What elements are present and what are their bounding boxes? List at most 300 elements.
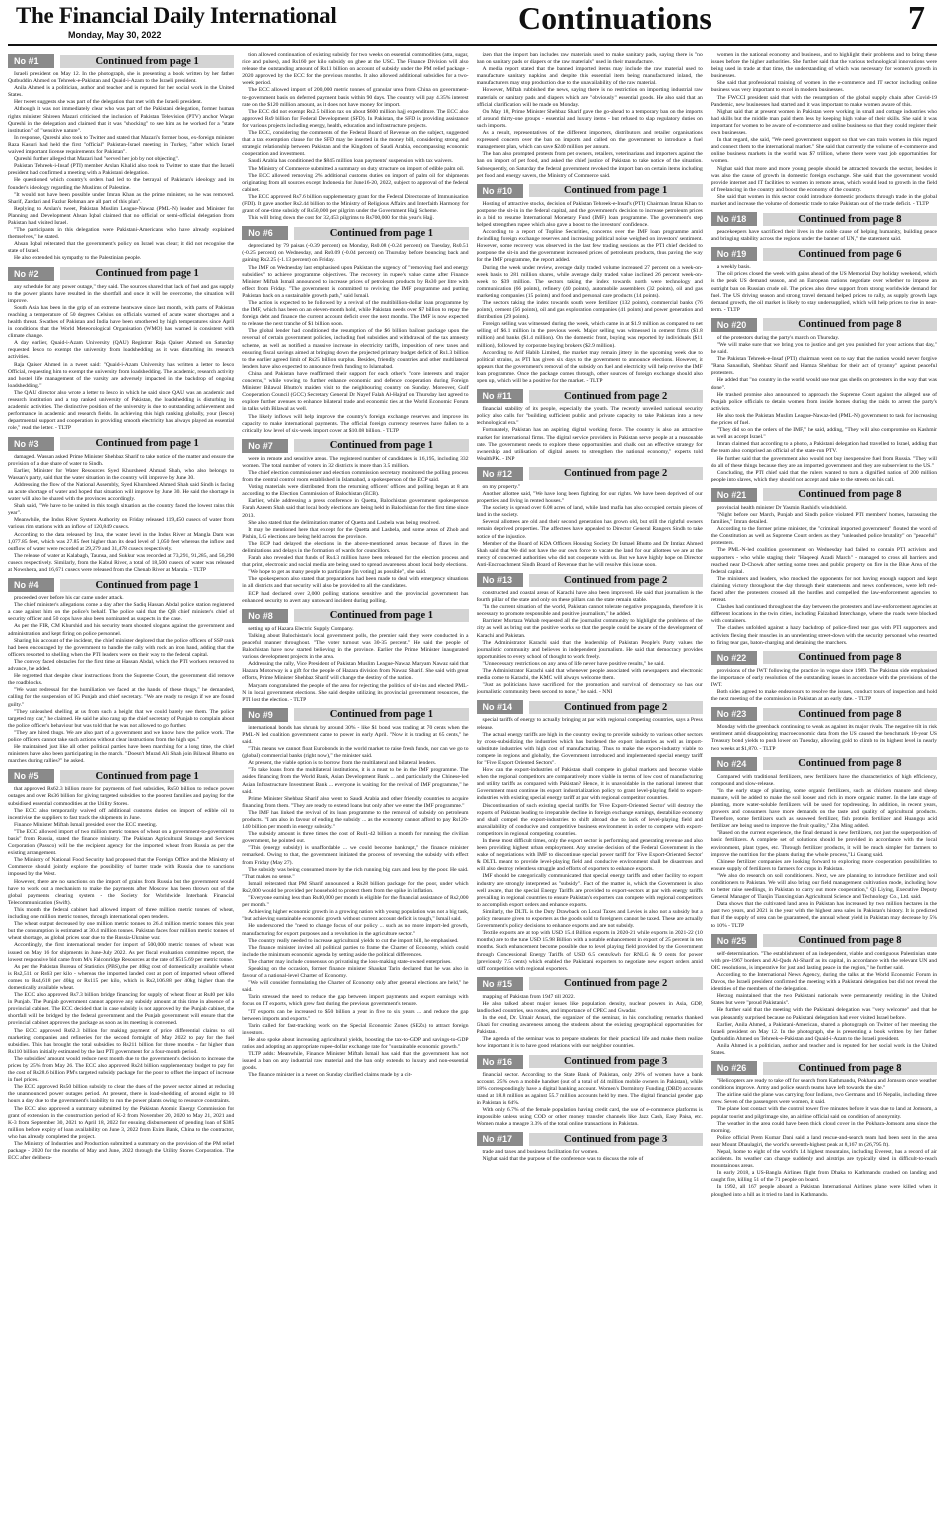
paragraph: Anila Ahmed is a politician, author and teacher and is reputed for her social work in the United States. <box>8 85 235 99</box>
paragraph: Police official Prem Kumar Dani said a land rescue-and-search team had been sent in the area near Mount Dhaulagiri, the world's seventh-highest peak at 8,167 m (26,795 ft). <box>710 1134 937 1148</box>
continued-from-label: Continued from page 8 <box>763 213 937 226</box>
paragraph: depreciated by 79 paisas (-0.39 percent) on Monday, Rs0.08 (-0.24 percent) on Tuesday, Rs0.51 (-0.25 percent) on Wednesday, and Rs0.09 (-0.04 percent) on Thursday before bouncing back and gaining Rs2.25 (-1.13 percent) on Friday. <box>242 243 469 264</box>
paragraph: South Asia has been in the grip of an extreme heatwave since last month, with parts of Pakistan reaching a temperature of 50 degrees Celsius on officials warned of acute water shortages and a health threat. Swathes of Pakistan and India have been smothered by high temperatures since April in conditions that the World Meteorological Organisation (WMO) has warned is consistent with climate change. <box>8 304 235 340</box>
story-body <box>242 52 468 222</box>
paragraph: Foreign selling was witnessed during the week, which came in at $1.9 million as compared to net selling of $6.1 million in the previous week. Major selling was witnessed in cement firms ($1.8 million) and banks ($1.4 million). On the domestic front, buying was reported by individuals ($11 million), followed by corporate buying brokers ($2.9 million). <box>476 321 703 349</box>
page-number: 7 <box>908 0 925 37</box>
paragraph: Nepal, home to eight of the world's 14 highest mountains, including Everest, has a record of air accidents. Its weather can change suddenly and airstrips are typically sited in difficult-to-reach mountainous areas. <box>710 1149 937 1170</box>
paragraph: financial stability of its people, especially the youth. The recently unveiled national security policy also calls for "building sufficient public and private capacity to take Pakistan into a new technological era." <box>476 406 703 427</box>
paragraph: provisions of the IWT following the practice in vogue since 1989. The Pakistan side emphasised the importance of early resolution of the outstanding issues in accordance with the provisions of the IWT. <box>710 667 937 688</box>
paragraph: constructed and coastal areas of Karachi have also been improved. He said that journalism is the fourth pillar of the state and only on these pillars can the state remain stable. <box>476 590 703 604</box>
paragraph: The spokesperson also stated that preparations had been made to deal with emergency situations in all districts and that security will also be provided to all the candidates. <box>242 576 469 590</box>
paragraph: "Based on the current experience, the final demand is new fertilizers, not just the superposition of basic fertilizers. A complete set of solutions should be provided in accordance with the local environment, plant types, etc. Through fertilizer products, it will be much simpler for farmers to improve the nutrition for the plants during the whole process,"Li Guang said. <box>710 830 937 858</box>
paragraph: The clashes unfolded against a hazy backdrop of police-fired tear gas with PTI supporters and activists flexing their muscles in an unrelenting street-down with the security personnel who resorted to firing tear gas, baton-charging and detaining the marchers. <box>710 625 937 646</box>
story-body <box>711 1078 937 1199</box>
paragraph: The ban also prompted protests from pet owners, retailers, veterinarians and importers against the ban on import of pet food, and asked the chief justice of Pakistan to take notice of the situation. Subsequently, on Saturday the federal government revoked the import ban on certain items including pet food and energy savers, the Ministry of Commerce said. <box>476 151 703 179</box>
column-2 <box>242 52 468 1527</box>
paragraph: He also took the Pakistan Muslim League-Nawaz-led (PML-N) government to task for increasing the prices of fuel. <box>710 412 937 427</box>
story-header <box>711 247 937 261</box>
continued-from-label: Continued from page 1 <box>60 55 234 68</box>
story-body <box>711 52 937 208</box>
continued-from-label: Continued from page 1 <box>294 708 468 721</box>
paragraph: At present, the viable option is to borrow from the multilateral and bilateral lenders. <box>248 760 437 767</box>
continued-from-label: Continued from page 8 <box>763 1062 937 1075</box>
story-header <box>477 1055 703 1069</box>
paragraph: "We hope to get as many people to participate [in voting] as possible", she said. <box>248 569 427 576</box>
continued-story <box>8 267 234 433</box>
paragraph: This month the federal cabinet had allowed import of three million metric tonnes of wheat, including one million metric tonnes, through international open tenders. <box>8 906 235 921</box>
paragraph: The ECC also approved Rs7.3 billion bridge financing for supply of wheat flour at Rs40 per kilo in Punjab. The Punjab government cannot approve any subsidy amount at this time in absence of a provincial cabinet. The ECC decided that in case subsidy is not approved by the Punjab cabinet, the shortfall will be bridged by the federal government and the Punjab government will ensure that the provincial cabinet approves the package as soon as its meeting is convened. <box>8 992 235 1027</box>
story-number-badge: No #13 <box>477 573 523 587</box>
story-header <box>711 488 937 502</box>
continued-story <box>477 1055 703 1129</box>
paragraph: She said that professional training of women in the e-commerce and IT sector including online business was very important to excel in modern businesses. <box>710 80 937 94</box>
paragraph: a weekly basis. <box>716 264 751 271</box>
continued-story <box>711 52 937 208</box>
paragraph: "They did so on the orders of the IMF," he said, adding, "They will also compromise on Kashmir as well as accept Israel." <box>710 427 937 441</box>
story-header <box>711 707 937 721</box>
story-number-badge: No #5 <box>8 769 54 783</box>
continued-from-label: Continued from page 8 <box>763 651 937 664</box>
paragraph: How can the export-industries of Pakistan shall compete in global markets and become viable when the regional competitors are comparatively more viable in terms of low cost of manufacturing and utility tariffs as compared with Pakistan? Hence, it is unavoidable in the national interest that Government must continue its export industrialization policy to grant level-playing field to export-industries with existing special energy tariff at par with regional competitor countries. <box>476 767 703 802</box>
continued-from-label: Continued from page 1 <box>294 609 468 622</box>
paragraph: With only 6.7% of the female population having credit card, the use of e-commerce platforms is impossible unless using COD or other money transfer channels like Jazz Cash, Easy Paisa, etc. Women make a meagre 3.3% of the total online transactions in Pakistan. <box>476 1107 703 1128</box>
story-body <box>8 786 234 1162</box>
paragraph: Voting materials were distributed from the returning officers' offices and polling began at 8 am according to the Election Commission of Balochistan (ECB). <box>242 484 469 498</box>
paragraph: The convoy faced obstacles for the first time at Hassan Abdal, which the PTI workers removed to advance, he added. <box>8 658 235 673</box>
paragraph: The release of water at Kalabagh, Taunsa, and Sukkur was recorded at 73,291, 91,285, and 56,290 cusecs respectively. Similarly, from the Kabul River, a total of 18,500 cusecs of water was released at Nowshera, and 16,671 cusecs were released from the Chenab River at Marala. - TLTP <box>8 552 235 573</box>
paragraph: Anila Ahmed is a politician, author and teacher and is reputed for her social work in the United States. <box>710 1042 937 1056</box>
paragraph: Nighat said that at present women in Pakistan were working in small and cottage industries who had skills but the middle man paid them less by keeping high value of their skills. She said it was important for women to be aware of e-commerce and online business so that they could register their own businesses. <box>710 108 937 137</box>
paragraph: "In the early stage of planting, some organic fertilizers, such as chicken manure and sheep manure, will be added to make the soil looser and rich in more organic matter. In the late stage of planting, more water-soluble fertilizers will be used for topdressing. In addition, in recent years, growers and consumers have more demands on the taste and quality of agricultural products. Therefore, some fertilizers such as seaweed fertilizer, fish protein fertilizer and Huangqu acid fertilizer are being used to improve the fruit quality," Zhu Ming added. <box>710 787 937 830</box>
continued-from-label: Continued from page 1 <box>60 770 234 783</box>
paragraph: The society is spread over 6.08 acres of land, while land mafia has also occupied certain pieces of land in the society. <box>476 505 703 519</box>
paragraph: "IT exports can be increased to $50 billion a year in five to six years ... and reduce the gap between imports and exports." <box>242 1008 469 1022</box>
story-body <box>242 725 468 1080</box>
paragraph: The likely inflows will help improve the country's foreign exchange reserves and improve its capacity to make international payments. The official foreign currency reserves have fallen to a critically low level of six-week import cover at $10.08 billion. - TLTP <box>242 413 469 434</box>
story-body <box>711 951 937 1057</box>
paragraph: Clashes had continued throughout the day between the protesters and law-enforcement agencies at different locations in the twin cities, including Faizabad Interchange, where the roads were blocked with containers. <box>710 604 937 625</box>
paragraph: The sectors taking the index towards south were fertilizer (132 points), commercial banks (76 points), cement (56 points), oil and gas exploration companies (41 points) and power generation and distribution (29 points). <box>476 300 703 321</box>
continued-story <box>711 212 937 243</box>
continued-from-label: Continued from page 3 <box>529 1055 703 1068</box>
paragraph: He further said that the government also would not buy inexpensive fuel from Russia. "They will do all of these things because they are an imported government and they are subservient to the US." <box>710 455 937 469</box>
paragraph: In 1992, all 167 people aboard a Pakistan International Airlines plane were killed when it ploughed into a hill as it tried to land in Kathmandu. <box>710 1184 937 1198</box>
story-number-badge: No #26 <box>711 1061 757 1075</box>
continued-story <box>242 609 468 704</box>
story-body <box>8 595 234 765</box>
paragraph: The ECC approved Rs7.6 billion supplementary grant for the Federal Directorate of Immunisation (FDI). It gave another Rs2.44 billion to the Ministry of Religious Affairs and Interfaith Harmony for grant of one-time subsidy of Rs50,000 per pilgrim under the Government Hajj Scheme. <box>242 193 469 215</box>
paragraph: Earlier, Minister for Water Resources Syed Khursheed Ahmad Shah, who also belongs to Wassan's party, said that the water situation in the country will improve by June 30. <box>8 467 235 481</box>
paragraph: As per the FIR, CM Khurshid and his security team shouted slogans against the government and administration and kept firing on police personnel. <box>8 623 235 637</box>
story-header <box>8 267 234 281</box>
continued-story <box>8 578 234 765</box>
paragraph: Replying to Arslan's tweet, Pakistan Muslim League-Nawaz (PML-N) leader and Minister for Planning and Development Ahsan Iqbal claimed that no official or semi-official delegation from Pakistan had visited Israel. <box>8 205 235 226</box>
continued-from-label: Continued from page 8 <box>763 488 937 501</box>
paragraph: Qureshi further alleged that Mazari had "served her job by not objecting". <box>14 156 180 163</box>
paragraph: "The participants in this delegation were Pakistani-Americans who have already explained themselves," he stated. <box>8 227 235 241</box>
story-body <box>477 717 703 972</box>
continued-from-label: Continued from page 8 <box>763 318 937 331</box>
paragraph: Nighat said that more and more young people should be attracted towards the sector, besides it was also the cause of growth in domestic foreign exchange. She said that the government would provide internet and IT facilities to women in remote areas, which would lead to growth in the field of freelancing in the country and boost the economy of the country. <box>710 165 937 193</box>
paragraph: "Just as politicians have sacrificed for the promotion and survival of democracy so has our journalistic community been second to none," he said. - NNI <box>476 682 703 696</box>
paragraph: Hosting of attractive stocks, decision of Pakistan Tehreek-e-Insaf's (PTI) Chairman Imran Khan to postpone the sit-in in the federal capital, and the government's decision to increase petroleum prices in a bid to resume International Monetary Fund (IMF) loan programme. The government's step helped strengthen rupee which also gave a boost to the investors' confidence. <box>476 200 703 228</box>
paragraph: Another allottee said, "We have long been fighting for our rights. We have been deprived of our properties and living in rented houses." <box>476 490 703 505</box>
continued-from-label: Continued from page 8 <box>763 934 937 947</box>
continued-story <box>8 769 234 1162</box>
paragraph: He further said that the meeting with the Pakistani delegation was "very welcome" and that he was pleasantly surprised because no Pakistani delegation had ever visited Israel before. <box>710 1007 937 1021</box>
paragraph: The ECC allowed import of 200,000 metric tonnes of granular urea from China on government-to-government basis on deferred payment basis within 90 days. The country will pay 4.35% interest rate on the $120 million amount, as it does not have money for import. <box>242 87 469 108</box>
paragraph: The airline said the plane was carrying four Indians, two Germans and 16 Nepalis, including three crew. Seven of the passengers were women, it said. <box>710 1092 937 1106</box>
paragraph: Herzog maintained that the two Pakistani nationals were permanently residing in the United States but were "proud Pakistanis". <box>710 993 937 1007</box>
story-body <box>477 201 703 385</box>
paragraph: The ECP had delayed the elections in the above-mentioned areas because of flaws in the delimitations and delays in the formation of wards for councillors. <box>242 540 469 554</box>
paragraph: Tarin stressed the need to reduce the gap between import payments and export earnings with focus on IT exports, which grew fast during the previous government's tenure. <box>242 994 469 1008</box>
paragraph: The Administrator Karachi said that whenever people associated with newspapers and electronic media come to Karachi, the KMC will always welcome them. <box>476 668 703 682</box>
story-header <box>477 467 703 481</box>
continued-from-label: Continued from page 1 <box>294 439 468 452</box>
paragraph: The IMF has linked the revival of its loan programme to the removal of subsidy on petroleum products. "I am also in favour of ending the subsidy ... as the economy cannot afford to pay Rs120-140 billion per month in energy subsidy." <box>242 809 469 831</box>
continued-story <box>711 318 937 484</box>
paragraph: Israeli president on May 12. In the photograph, she is presenting a book written by her father Qutbuddin Ahmed on Tehreek-e-Pakistan and Quaid-i-Azam to the Israeli president. <box>8 71 235 85</box>
continued-from-label: Continued from page 1 <box>529 184 703 197</box>
paragraph: He underscored the "need to change focus of our policy ... such as no more import-led growth, manufacturing for export purposes and a revolution in the agriculture sector." <box>242 923 469 937</box>
paragraph: Farah also revealed that funds of Rs4.3 million have been released for the election process and that print, electronic and social media are being used to spread awareness about local body elections. <box>242 555 469 569</box>
paragraph: During the week under review, average daily traded volume increased 27 percent on a week-on-week basis to 281 million shares, while average daily traded value inclined 26 percent week-on-week to $39 million. The sectors taking the index towards north were technology and communication (66 points), refinery (40 points), automobile assemblers (32 points), oil and gas marketing companies (15 points) and food and personal care products (14 points). <box>476 264 703 299</box>
paragraph: In response, Qureshi also took to Twitter and stated that Mazari's former boss, ex-foreign minister Raza Kasuri had held the first "official" Pakistan-Israel meeting in Turkey, "after which Israel waived important license requirements for Pakistan". <box>8 134 235 156</box>
paragraph: Earlier, while addressing a press conference in Quetta, Balochistan government spokesperson Farah Azeem Shah said that local body elections are being held in Balochistan for the first time since 2013. <box>242 498 469 519</box>
publication-date: Monday, May 30, 2022 <box>68 30 162 40</box>
story-number-badge: No #4 <box>8 578 54 592</box>
paragraph: The QAU director also wrote a letter to Iesco in which he said since QAU was an academic and research institution and a top ranked university of Pakistan, the loadshedding is disturbing its academic activities. The distinctive position of the university is due to outstanding achievement and performance in academic and research fields. In achieving this high ranking globally, your (Iesco) departmental support and cooperation in providing smooth electricity has always played an essential role," read the letter. - TLTP <box>8 389 235 432</box>
paragraph: The wheat output decreased by one million metric tonnes to 26.4 million metric tonnes this year but the consumption is estimated at 30.4 million tonnes. Pakistan faces four million metric tonnes of wheat shortage, as global prices soar due to the Russia-Ukraine war. <box>8 921 235 942</box>
story-body <box>477 406 703 463</box>
paragraph: In that regard, she said, "We need government support so that we can train women in this regard and connect them to the international market." She said that currently the volume of e-commerce and online business markets in the world was $7 trillion, where there were vast job opportunities for women. <box>710 137 937 165</box>
continued-story <box>711 757 937 930</box>
continued-from-label: Continued from page 2 <box>529 701 703 714</box>
continued-from-label: Continued from page 8 <box>763 708 937 721</box>
story-body <box>242 243 468 435</box>
paragraph: Finance Minister Miftah Ismail presided over the ECC meeting. <box>14 821 158 828</box>
story-body <box>711 264 937 314</box>
paragraph: "We will consider formulating the Charter of Economy only after general elections are held," he said. <box>242 980 469 994</box>
paragraph: Monday with the greenback continuing to weak as against its major rivals. The negative tilt in risk sentiment amid disappointing macroeconomic data from the US caused the benchmark 10-year US Treasury bond yields to push lower on Tuesday, allowing gold to climb to its highest level in nearly two weeks at $1,870. - TLTP <box>710 724 937 752</box>
paragraph: were in remote and sensitive areas. The registered number of candidates is 16,195, including 332 women. The total number of voters in 32 districts is more than 3.5 million. <box>242 455 469 469</box>
paragraph: The action is expected to be followed by a revival of the multibillion-dollar loan programme by the IMF, which has been on an eleven-month hold, while Pakistan needs over $7 billion to repay the foreign debt and finance the current account deficit over the next months. The IMF is now expected to release the next tranche of $1 billion soon. <box>242 300 469 328</box>
masthead <box>8 0 937 46</box>
story-number-badge: No #15 <box>477 977 523 991</box>
story-number-badge: No #14 <box>477 700 523 714</box>
paragraph: self-determination. "The establishment of an independent, viable and contiguous Palestinian state with pre-1967 borders and Al-Quds Al-Sharif as its capital, in accordance with the relevant UN and OIC resolutions, is imperative for just and lasting peace in the region," he further said. <box>710 950 937 971</box>
paragraph: Data shows that the cultivated land area in Pakistan has increased by two million hectares in the past two years, and 2021 is the year with the highest area sales in Pakistan's history. It is predicted that if the supply of urea can be guaranteed, the annual wheat yield in Pakistan may decrease by 5% to 10% - TLTP <box>710 901 937 929</box>
paragraph: "We also do research on soil conditioners. Next, we are planning to introduce fertilizer and soil conditioners to Pakistan. We will also bring our field management cultivation mode, including how to better raise seedlings, in Pakistan to carry out more cooperation," Qi Liying, Executive Deputy General Manager of Tianjin Tianxingxian Agricultural Science and Technology Co., Ltd. said. <box>710 872 937 901</box>
paragraph: The plane lost contact with the control tower five minutes before it was due to land at Jomsom, a popular tourist and pilgrimage site, an airline official said on condition of anonymity. <box>710 1106 937 1120</box>
paragraph: Accordingly, the first international tender for import of 500,000 metric tonnes of wheat was issued on May 16 for shipments in June-July 2022. As per fiscal evaluation committee report, the lowest responsive bid came from M/s Falconridge Resources at the rate of $515.69 per metric tonne. <box>8 942 235 963</box>
news-columns <box>0 46 945 1527</box>
story-body <box>477 590 703 696</box>
story-number-badge: No #8 <box>242 609 288 623</box>
paragraph: On May 18, Prime Minister Shehbaz Sharif gave the go-ahead to a temporary ban on the imports of around thirty-one groups - essential and luxury items - but refused to slap regulatory duties on such imports. <box>476 108 703 129</box>
paragraph: China and Pakistan have reaffirmed their support for each other's "core interests and major concerns," while vowing to further enhance economic and defence cooperation during Foreign Minister Bilawal Bhutto's maiden visit to the neighbouring country on Sunday. Moreover, Gulf Cooperation Council (GCC) Secretary General Dr Nayef Falah Al-Hajraf on Thursday last agreed to explore further avenues to enhance bilateral trade and economic ties at the World Economic Forum in talks with Bilawal as well. <box>242 370 469 413</box>
story-header <box>711 651 937 665</box>
story-body <box>477 52 703 180</box>
story-body <box>711 774 937 930</box>
paragraph: Her tweet suggests she was part of the delegation that met with the Israeli president. <box>14 99 203 106</box>
story-number-badge: No #3 <box>8 437 54 451</box>
paragraph: Meanwhile, the Indus River System Authority on Friday released 119,450 cusecs of water from various rim stations with an inflow of 120,849 cusecs. <box>8 517 235 531</box>
paragraph: The finance minister in a tweet on Sunday clarified claims made by a cit- <box>248 1072 413 1079</box>
paragraph: Although it was not immediately clear who was part of the Pakistani delegation, former human rights minister Shireen Mazari criticised the inclusion of Pakistan Television (PTV) anchor Waqar Qureshi in the delegation and claimed that it was "shocking" to see him as he worked for a "state institution" of "sensitive nature". <box>8 106 235 134</box>
paragraph: Addressing the rally, Vice President of Pakistan Muslim League-Nawaz Maryam Nawaz said that Hazara Motorway is a gift for the people of Hazara division from Nawaz Sharif. She said with great efforts, Prime Minister Shehbaz Sharif will change the destiny of the nation. <box>242 661 469 682</box>
paragraph: The ECC also approved a summary submitted by the Pakistan Atomic Energy Commission for grant of extension in the construction period of K-2 from November 20, 2020 to May 21, 2021 and K-3 from September 30, 2021 to April 18, 2022 for ensuing disbursement of pending loan of $385 million before expiry of loan availability on June 3, 2022 from Exim Bank, China to the contractor, who has already completed the project. <box>8 1105 235 1140</box>
paragraph: The oil prices closed the week with gains ahead of the US Memorial Day holiday weekend, which is the peak US demand season, and an European nations negotiate over whether to impose an outright ban on Russian crude oil. The prices also drew support from strong worldwide demand for fuel. The US driving season and strong travel demand helped prices to rally, as supply growth lags demand growth, the oil market is likely to stay undersupplied, which will help prices to rise in near-term. - TLTP <box>710 271 937 313</box>
story-body <box>711 505 937 647</box>
continued-from-label: Continued from page 2 <box>529 390 703 403</box>
paragraph: The Pakistan Tehreek-e-Insaf (PTI) chairman went on to say that the nation would never forgive "Rana Sanaullah, Shehbaz Sharif and Hamza Shehbaz for their act of tyranny" against peaceful protesters. <box>710 356 937 377</box>
paragraph: IMF should be categorically communicated that special energy tariffs and other facility to export industry are strongly interpreted as "subsidy". Fact of the matter is, which the Government is also well aware, that the special Energy Tariffs are provided to export-sectors at par with energy tariffs prevailing in regional countries to ensure Pakistan's exporters can compete with regional competitors to accomplish export orders and enhance exports. <box>476 873 703 908</box>
paragraph: This will bring down the cost for 32,453 pilgrims to Rs700,000 for this year's Hajj. <box>248 215 434 222</box>
paragraph: Prime Minister Shehbaz Sharif also went to Saudi Arabia and other friendly countries to acquire financing from them. "They are ready to extend loans but only after we enter the IMF programme." <box>242 795 469 809</box>
story-number-badge: No #17 <box>477 1132 523 1146</box>
continued-story <box>242 439 468 605</box>
paragraph: women in the national economy and business, and to highlight their problems and to bring these issues before the higher authorities. She further said that the various technological innovations were being used in trade at that time, the understanding of which was necessary for women's growth in businesses. <box>710 52 937 80</box>
story-number-badge: No #2 <box>8 267 54 281</box>
continued-from-label: Continued from page 2 <box>529 574 703 587</box>
paragraph: He regretted that despite clear instructions from the Supreme Court, the government did remove the roadblocks. <box>8 673 235 687</box>
paragraph: Barrister Murtaza Wahab requested all the journalist community to highlight the problems of the city as well as bring out the positive works so that the people could be aware of the development of Karachi and Pakistan. <box>476 618 703 639</box>
continued-story <box>477 389 703 463</box>
paragraph: Earlier, Anila Ahmed, a Pakistani-American, shared a photograph on Twitter of her meeting the Israeli president on May 12. In the photograph, she is presenting a book written by her father Qutbuddin Ahmed on Tehreek-e-Pakistan and Quaid-i-Azam to the Israeli president. <box>710 1021 937 1042</box>
story-number-badge: No #11 <box>477 389 523 403</box>
continued-story <box>477 1132 703 1163</box>
paragraph: special tariffs of energy to actually bringing at par with regional competing countries, says a Press release. <box>476 717 703 731</box>
story-body <box>477 994 703 1051</box>
paragraph: The PML-N-led coalition government on Wednesday had failed to contain PTI activists and supporters - who while staging their "Haqeeqi Azadi March" - managed to cross all barriers and reached near D-Chowk after setting some trees and public property on fire in the Blue Area of the federal capital. <box>710 547 937 575</box>
paragraph: The Ministry of National Food Security had proposed that the Foreign Office and the Ministry of Commerce should jointly explore the possibility of barter trade with Russia due to sanctions imposed by the West. <box>8 857 235 878</box>
paragraph: Concluding, the PTI chief said that the rulers wanted to turn a dignified nation of 200 million people into slaves, which they should not accept and take to the streets on his call. <box>710 469 937 483</box>
paragraph: izen that the import ban includes raw materials used to make sanitary pads, saying there is "no ban on sanitary pads or diapers or the raw materials" used in their manufacture. <box>476 52 703 66</box>
story-header <box>711 1061 937 1075</box>
paragraph: of the protestors during the party's march on Thursday. <box>716 334 840 341</box>
continued-story <box>477 52 703 180</box>
paragraph: "To take loans from the multilateral institutions, it is a must to be in the IMF programme. The asides financing from the World Bank, Asian Development Bank ... and particularly the Chinese-led Asian Infrastructure Investment Bank ... everyone is waiting for the revival of IMF programme," he said. <box>242 767 469 795</box>
story-number-badge: No #12 <box>477 467 523 481</box>
paragraph: In early 2018, a US-Bangla Airlines flight from Dhaka to Kathmandu crashed on landing and caught fire, killing 51 of the 71 people on board. <box>710 1170 937 1184</box>
paragraph: Several allottees are old and their second generation has grown old, but still the rightful owners remain deprived properties. The affectees have appealed to Director General Rangers Sindh to take notice of the injustice. <box>476 519 703 540</box>
continued-story <box>711 488 937 647</box>
paragraph: He questioned which country's orders had led to the betrayal of Pakistan's ideology and its founder's ideology regarding the Muslims of Palestine. <box>8 177 235 191</box>
paragraph: "Unnecessary restrictions on any area of life never have positive results," he said. <box>482 660 665 667</box>
paragraph: setting up of Hazara Electric Supply Company. <box>248 625 354 632</box>
paragraph: Maryam congratulated the people of the area for rejecting the politics of sit-ins and elected PML-N in local government elections. She said despite utilizing its provincial government resources, the PTI lost the election. - TLTP <box>242 682 469 703</box>
paragraph: According to the International News Agency, during the talks at the World Economic Forum in Davos, the Israeli president confirmed the meeting with a Pakistani delegation but did not reveal the identities of the members of the delegation. <box>710 971 937 993</box>
story-number-badge: No #25 <box>711 934 757 948</box>
paragraph: financial sector. According to the State Bank of Pakistan, only 29% of women have a bank account. 25% own a mobile handset (out of a total of 44 million mobile owners in Pakistan), while 18% correspondingly have a digital banking account. Women's Dormitory Funding (DBD) accounts stand at 18.8 million as against 55.7 million accounts held by men. The digital financial gender gap in Pakistan is 64%. <box>476 1071 703 1106</box>
paragraph: Achieving higher economic growth in a growing nation with young population was not a big task, "but achieving sustainable economic growth without current account deficit is tough," Ismail said. <box>242 909 469 923</box>
paragraph: any schedule for any power outage," they said. The sources shared that lack of fuel and gas supply to the power plants have resulted in the shortfall and once it will be overcome, the situation will improve. <box>8 283 235 304</box>
story-body <box>711 668 937 703</box>
paragraph: However, there are no sanctions on the import of grains from Russia but the government would have to work out a mechanism to make the payments after Moscow has been thrown out of the global payments clearing system - the Society for Worldwide Interbank Financial Telecommunication (Swift). <box>8 878 235 906</box>
story-number-badge: No #23 <box>711 707 757 721</box>
paragraph: "The ECC allowed import of two million metric tonnes of wheat on a government-to-government basis" from Russia, stated the finance ministry. The Pakistan Agricultural Storage and Services Corporation (Passco) will be the recipient agency for the imported wheat from Russia as per the existing arrangement. <box>8 828 235 857</box>
continued-story <box>477 977 703 1051</box>
paragraph: Shah said, "We have to be united in this tough situation as the country faced the lowest rains this year". <box>8 503 235 517</box>
continued-story <box>477 700 703 972</box>
paragraph: Raja Qaiser Ahmed in a tweet said: "Quaid-i-Azam University has written a letter to Iesco Official, requesting him to exempt the university from loadshedding. The academic, research activity and hostel life management of the varsity are adversely impacted in the backdrop of ongoing loadshedding." <box>8 361 235 389</box>
story-number-badge: No #21 <box>711 488 757 502</box>
story-header <box>711 934 937 948</box>
continued-from-label: Continued from page 3 <box>529 1133 703 1146</box>
paragraph: Saudi Arabia has conditioned the $845 million loan payments' suspension with tax waivers. <box>248 158 453 165</box>
paragraph: The chief minister's allegations come a day after the Sadiq Hassan Abdal police station registered a case against him on the police's behalf. The police said that the QB chief minister's chief of security officer and 50 cops have also been nominated as suspects in the case. <box>8 602 235 623</box>
paragraph: "Helicopters are ready to take off for search from Kathmandu, Pokhara and Jomsom once weather conditions improve. Army and police search teams have left towards the site." <box>710 1078 937 1092</box>
continued-from-label: Continued from page 6 <box>763 248 937 261</box>
paragraph: tion allowed continuation of existing subsidy for two weeks on essential commodities (atta, sugar, rice and pulses), and Rs160 per kilo subsidy on ghee at the USC. The Finance Division will also release the outstanding amount of Rs11 billion on account of subsidy under the PM relief package - 2020 approved by the ECC for the previous months. It also allowed additional subsidies for a two-week period. <box>242 52 469 87</box>
paragraph: As per the Pakistan Bureau of Statistics (PBS),the per 40kg cost of domestically available wheat is Rs2,511 or Rs63 per kilo - whereas the imported landed cost at port of imported wheat offered comes to Rs4,618 per 40kg or Rs115 per kilo, which is Rs2,106.88 per 40kg higher than the domestically available wheat. <box>8 963 235 991</box>
paragraph: "We want redressal for the humiliation we faced at the hands of these thugs," he demanded, calling for the suspension of IG Punjab and chief secretary. "We are ready to resign if we are found guilty." <box>8 687 235 708</box>
story-header <box>8 437 234 451</box>
continued-story <box>711 651 937 703</box>
paragraph: Ahsan Iqbal reiterated that the government's policy on Israel was clear; it did not recognise the state of Israel. <box>8 241 235 255</box>
paragraph: Similarly, the DLTL is the Duty Drawback on Local Taxes and Levies is also not a subsidy but a policy measure given to exporters as the goods sold to foreigners cannot be taxed. These are actually Government's policy decisions to enhance exports and are not subsidy. <box>476 908 703 930</box>
paragraph: "This means we cannot float Eurobonds in the world market to raise fresh funds, nor can we go to (global) commercial banks (right now)," the minister said. <box>242 746 469 760</box>
paragraph: A day earlier, Quaid-i-Azam University (QAU) Registrar Raja Qaiser Ahmed on Saturday requested Iesco to exempt the university from loadshedding as it was disturbing its research activities. <box>8 340 235 361</box>
paragraph: The ministers and leaders, who mocked the opponents for not having enough support and kept claiming victory throughout the day through their statements and news conferences, were left red-faced after the protesters crossed all the hurdles and compelled the law-enforcement agencies to retreat. <box>710 575 937 604</box>
paragraph: Discontinuation of such existing special tariffs for 'Five Export-Oriented Sector' will destroy the exports of Pakistan leading to irreparable decline in foreign exchange earnings, destabilize economy and shall compel the export-industries to shift abroad due to lack of level-playing field and unavailability of conducive and competitive business environment in order to compete with export-competitors in regional competing countries. <box>476 802 703 837</box>
paragraph: According to the former prime minister, the "criminal imported government" flouted the word of the Constitution as well as Supreme Court orders as they "unleashed police brutality" on "peaceful" protesters. <box>710 526 937 547</box>
continued-story <box>8 54 234 263</box>
story-header <box>711 212 937 226</box>
continued-from-label: Continued from page 2 <box>529 467 703 480</box>
paragraph: "They unleashed shelling at us from such a height that we could barely see them. The police targeted my car," he claimed. He said he also rang up the chief secretary of Punjab to complain about the police officer's behaviour but was told that he was not allowed to go further. <box>8 708 235 729</box>
story-header <box>8 54 234 68</box>
paragraph: Ismail reiterated that PM Sharif announced a Rs28 billion package for the poor, under which Rs2,000 would be provided per household to protect them from the spike in inflation. <box>242 880 469 894</box>
paragraph: "Night before our March, Punjab and Sindh police violated PTI members' homes, harassing the families," Imran detailed. <box>710 511 937 526</box>
paragraph: The ECC allowed removing 2% additional customs duties on import of palm oil for shipments originating from all sources except Indonesia for June16-20, 2022, subject to approval of the federal cabinet. <box>242 172 469 193</box>
paragraph: Talking about Balochistan's local government polls, the premier said they were conducted in a peaceful manner throughout. "The voter turnout was 30-35 percent." He said the people of Balochistan have now started believing in the province. Earlier the Prime Minister inaugurated various development projects in the area. <box>242 632 469 661</box>
continued-story <box>242 708 468 1080</box>
paragraph: "We will make sure that we bring you to justice and get you punished for your actions that day," he said. <box>710 342 937 356</box>
continued-from-label: Continued from page 2 <box>529 977 703 990</box>
story-number-badge: No #16 <box>477 1055 523 1069</box>
paragraph: The Ministry of Industries and Production submitted a summary on the provision of the PM relief package - 2020 for the months of May and June, 2022 through the Utility Stores Corporation. The ECC after delibera- <box>8 1141 235 1162</box>
story-body <box>477 484 703 569</box>
continued-from-label: Continued from page 1 <box>294 227 468 240</box>
story-header <box>477 700 703 714</box>
paragraph: "They are hired thugs. We are also part of a government and we know how the police work. The police officers cannot take such actions without clear instructions from the high ups." <box>8 729 235 743</box>
paragraph: provincial health minister Dr Yasmin Rashid's windshield. <box>716 504 848 511</box>
continued-story <box>477 573 703 696</box>
paragraph: The ECC approved Rs50 billion subsidy to clear the dues of the power sector aimed at reducing the unannounced power outages period. At present, there is load-shedding of around eight to 10 hours a day due to the government's inability to run the power plants owing to resource constraints. <box>8 1084 235 1105</box>
paragraph: The weather in the area could have been thick cloud cover in the Pokhara-Jomsom area since the morning. <box>710 1120 937 1134</box>
continued-story <box>711 1061 937 1199</box>
paragraph: on my property." <box>482 483 521 490</box>
paragraph: The IMF on Wednesday last emphasised upon Pakistan the urgency of "removing fuel and energy subsidies" to achieve programme objectives. The recovery in rupee's value came after Finance Minister Miftah Ismail announced to increase prices of petroleum products by Rs30 per litre with effect from Friday. "The government is committed to reviving the IMF programme and putting Pakistan back on a sustainable growth path," said Ismail. <box>242 264 469 299</box>
paragraph: As a result, representatives of the different importers, distributors and retailer organisations expressed concern over the ban on imports and called on the government to introduce a fuel management plan, which can save $240 million per annum. <box>476 130 703 151</box>
paragraph: Fortunately, Pakistan has an aspiring digital working force. The country is also an attractive market for international firms. The digital service providers in Pakistan serve people at a reasonable rate. The government needs to explore these opportunities and chalk out an effective strategy for ownership and utilisation of digital assets to strengthen the national economy," experts told WealthPK. - INP <box>476 427 703 462</box>
paragraph: damaged. Wassan asked Prime Minister Shehbaz Sharif to take notice of the matter and ensure the provision of a due share of water to Sindh. <box>8 453 235 467</box>
continued-from-label: Continued from page 1 <box>60 437 234 450</box>
paragraph: Member of the Board of KDA Officers Housing Society Dr Ismael Bhutto and Dr Imtiaz Ahmed Shah said that We did not have the our own force to vacate the land for our allottees we are at the mercy of concerned authorities who did not cooperate with us. But we have highly hope on Director Anti-Encroachment Sindh Board of Revenue that he will resolve this issue soon. <box>476 540 703 568</box>
story-number-badge: No #19 <box>711 247 757 261</box>
paragraph: Chinese fertilizer companies are looking forward to exploring more cooperation possibilities to ensure supply of fertilizers to farmers for crops in Pakistan. <box>710 858 937 872</box>
story-number-badge: No #20 <box>711 318 757 332</box>
paragraph: However, Miftah rubbished the news, saying there is no restriction on importing industrial raw materials or sanitary pads and diapers which are "obviously" essential goods. He also said that an official clarification will be made on Monday. <box>476 87 703 108</box>
paragraph: The global lender had conditioned the resumption of the $6 billion bailout package upon the reversal of certain government policies, including fuel subsidies and withdrawal of the tax amnesty scheme, as well as notified a massive increase in electricity tariffs, imposition of new taxes and ensuring fiscal savings aimed at bringing down the projected primary budget deficit of Rs1.3 billion to the earlier agreed limit of Rs25 billion surplus. Besides, friendly countries and other multilateral lenders have also expected to announce fresh funding to Islamabad. <box>242 328 469 370</box>
continued-story <box>242 52 468 222</box>
paragraph: Tarin called for fast-tracking work on the Special Economic Zones (SEZs) to attract foreign investors. <box>242 1022 469 1036</box>
paragraph: TLTP adds: Meanwhile, Finance Minister Miftah Ismail has said that the government has not issued a ban on any industrial raw material and the ban only extends to luxury and non-essential goods. <box>242 1051 469 1072</box>
continued-story <box>711 707 937 752</box>
paragraph: The ECC approved Rs62.3 billion for making payment of price differential claims to oil marketing companies and refineries for the second fortnight of May 2022 to pay for the fuel subsidies. This has brought the total subsidies to Rs211 billion for three months - far higher than Rs110 billion initially estimated by the last PTI government for a four-month period. <box>8 1027 235 1055</box>
paragraph: The ECC also temporarily waived off additional customs duties on import of edible oil to incentivise the suppliers to fast track the shipments in June. <box>8 807 235 821</box>
story-header <box>477 1132 703 1146</box>
column-1 <box>8 52 234 1527</box>
newspaper-name: The Financial Daily International <box>16 3 337 28</box>
paragraph: According to a report of Topline Securities, concerns over the IMF loan programme amid dwindling foreign exchange reserves and increasing political noise weighed on investors' sentiment. However, some recovery was observed in the last few trading sessions as the PTI chief decided to postpone the sit-in and the government increased prices of petroleum products, thus paving the way for the IMF programme, the report added. <box>476 229 703 264</box>
paragraph: He added that "no country in the world would use tear gas shells on protesters in the way that was done". <box>710 377 937 391</box>
story-number-badge: No #22 <box>711 651 757 665</box>
paragraph: international bonds has shrunk by around 30% - like $1 bond was trading at 70 cents when the PML-N led coalition government came to power in early April. "Now it is trading at 65 cents," he said. <box>242 724 469 745</box>
paragraph: The Ministry of Commerce submitted a summary on duty structure on import of edible palm oil. <box>248 165 465 172</box>
paragraph: He trashed promise also announced to approach the Supreme Court against the alleged use of Punjab police officials to detain women from inside homes during the raids to arrest the party's activists. <box>710 391 937 412</box>
story-number-badge: No #7 <box>242 439 288 453</box>
paragraph: The finance minister invited all political parties to frame the Charter of Economy, which could include the minimum economic agenda by setting aside the political differences. <box>242 944 469 958</box>
story-header <box>8 769 234 783</box>
paragraph: The ECC did not exempt Rs2.5 billion tax on about $600 million hajj expenditure. The ECC also approved Rs9 billion for Federal Development (SFD). In Pakistan, the SFD is providing assistance for various projects including energy, health, education and infrastructure projects. <box>242 108 469 129</box>
paragraph: Pakistan Tehreek-i-Insaf (PTI) member Arslan Khalid also took to Twitter to state that the Israeli president had confirmed a meeting with a Pakistani delegation. <box>8 163 235 177</box>
continued-story <box>242 226 468 435</box>
story-header <box>8 578 234 592</box>
continued-story <box>8 437 234 575</box>
paragraph: The Administrator Karachi said that the leadership of Pakistan People's Party values the journalistic community and believes in independent journalism. He said that democracy provides opportunities to every school of thought to work freely. <box>476 639 703 660</box>
paragraph: "Everyone earning less than Rs40,000 per month is eligible for the financial assistance of Rs2,000 per month." <box>242 895 469 909</box>
column-4 <box>711 52 937 1527</box>
story-number-badge: No #1 <box>8 54 54 68</box>
continued-from-label: Continued from page 8 <box>763 757 937 770</box>
story-body <box>477 1149 703 1163</box>
paragraph: The subsidy was being consumed more by the rich running big cars and less by the poor. He said. "That makes no sense." <box>242 866 469 880</box>
continued-story <box>477 467 703 569</box>
continued-story <box>711 934 937 1057</box>
story-number-badge: No #10 <box>477 184 523 198</box>
story-body <box>8 71 234 263</box>
continued-from-label: Continued from page 1 <box>60 579 234 592</box>
paragraph: peacekeepers have sacrificed their lives in the noble cause of helping humanity, building peace and bringing stability across the regions under the banner of UN," the statement said. <box>710 229 937 243</box>
continued-from-label: Continued from page 1 <box>60 267 234 280</box>
paragraph: "This (energy subsidy) is unaffordable ... we could become bankrupt," the finance minister remarked. Owing to that, the government initiated the process of reversing the subsidy with effect from Friday (May 27). <box>242 845 469 866</box>
story-body <box>477 1072 703 1129</box>
paragraph: He also spoke about increasing agricultural yields, boosting the tax-to-GDP and savings-to-GDP ratios and adopting an appropriate rupee-dollar exchange rate for "sustainable economic growth." <box>242 1036 469 1050</box>
story-header <box>242 708 468 722</box>
paragraph: The country really needed to increase agricultural yields to cut the import bill, he emphasised. <box>248 937 459 944</box>
story-header <box>711 318 937 332</box>
story-header <box>477 573 703 587</box>
continued-story <box>477 184 703 385</box>
paragraph: The subsidy amount is three times the cost of Rs41-42 billion a month for running the civilian government, he pointed out. <box>242 831 469 845</box>
paragraph: mapping of Pakistan from 1947 till 2022. <box>482 993 575 1000</box>
story-body <box>242 626 468 704</box>
story-header <box>477 184 703 198</box>
paragraph: The FWCCI president said that with the resumption of the global supply chain after Covid-19 Pandemic, new businesses had started and it was important to make women aware of this. <box>710 94 937 108</box>
paragraph: The actual energy tariffs are high in the country owing to provide subsidy to various other sectors by cross-subsidizing the industries which has burdened the export industries as well as import-substitute industries with high cost of manufacturing. Thus to make the export-industry viable to compete in regions and globally, the Government introduced and implemented special energy tariff for "Five Export Oriented Sectors". <box>476 731 703 766</box>
story-body <box>711 724 937 752</box>
paragraph: The subsidies' amount would reduce next month due to the government's decision to increase the prices by 25% from May 26. The ECC also approved Rs24 billion supplementary budget to pay for the cost of Rs28.6 billion PM's targeted subsidy package for the poor to offset the impact of increase in fuel prices. <box>8 1055 235 1084</box>
paragraph: The chief election commissioner and election commission secretary monitored the polling process from the central control room established in Islamabad, a spokesperson of the ECP said. <box>242 469 469 484</box>
paragraph: Textile exports are at top with USD 15.4 Billion exports in 2020-21 while exports in 2021-22 (10 months) are to the tune USD 15.98 Billion with a notable enhancement in export of 25 percent in ten months. Such enhancement become possible due to level playing field provided by the Government through Concessional Energy Tariffs of USD 6.5 cents/kwh for RNLG & 9 cents for power (previously 7.5 cents) which enabled the Pakistani exporters to negotiate new export orders amid stiff competition with regional exporters. <box>476 930 703 972</box>
paragraph: In the end, Dr. Umair Ansari, the organizer of the seminar, in his concluding remarks thanked Ghazi for creating awareness among the students about the existing geographical opportunities for Pakistan. <box>476 1015 703 1036</box>
paragraph: The ECC, considering the comments of the Federal Board of Revenue on the subject, suggested that a tax exemption clause for the SFD may be inserted in the money bill, considering strong and strategic relationship between Pakistan and the Kingdom of Saudi Arabia, encompassing economic cooperation and investment. <box>242 130 469 158</box>
